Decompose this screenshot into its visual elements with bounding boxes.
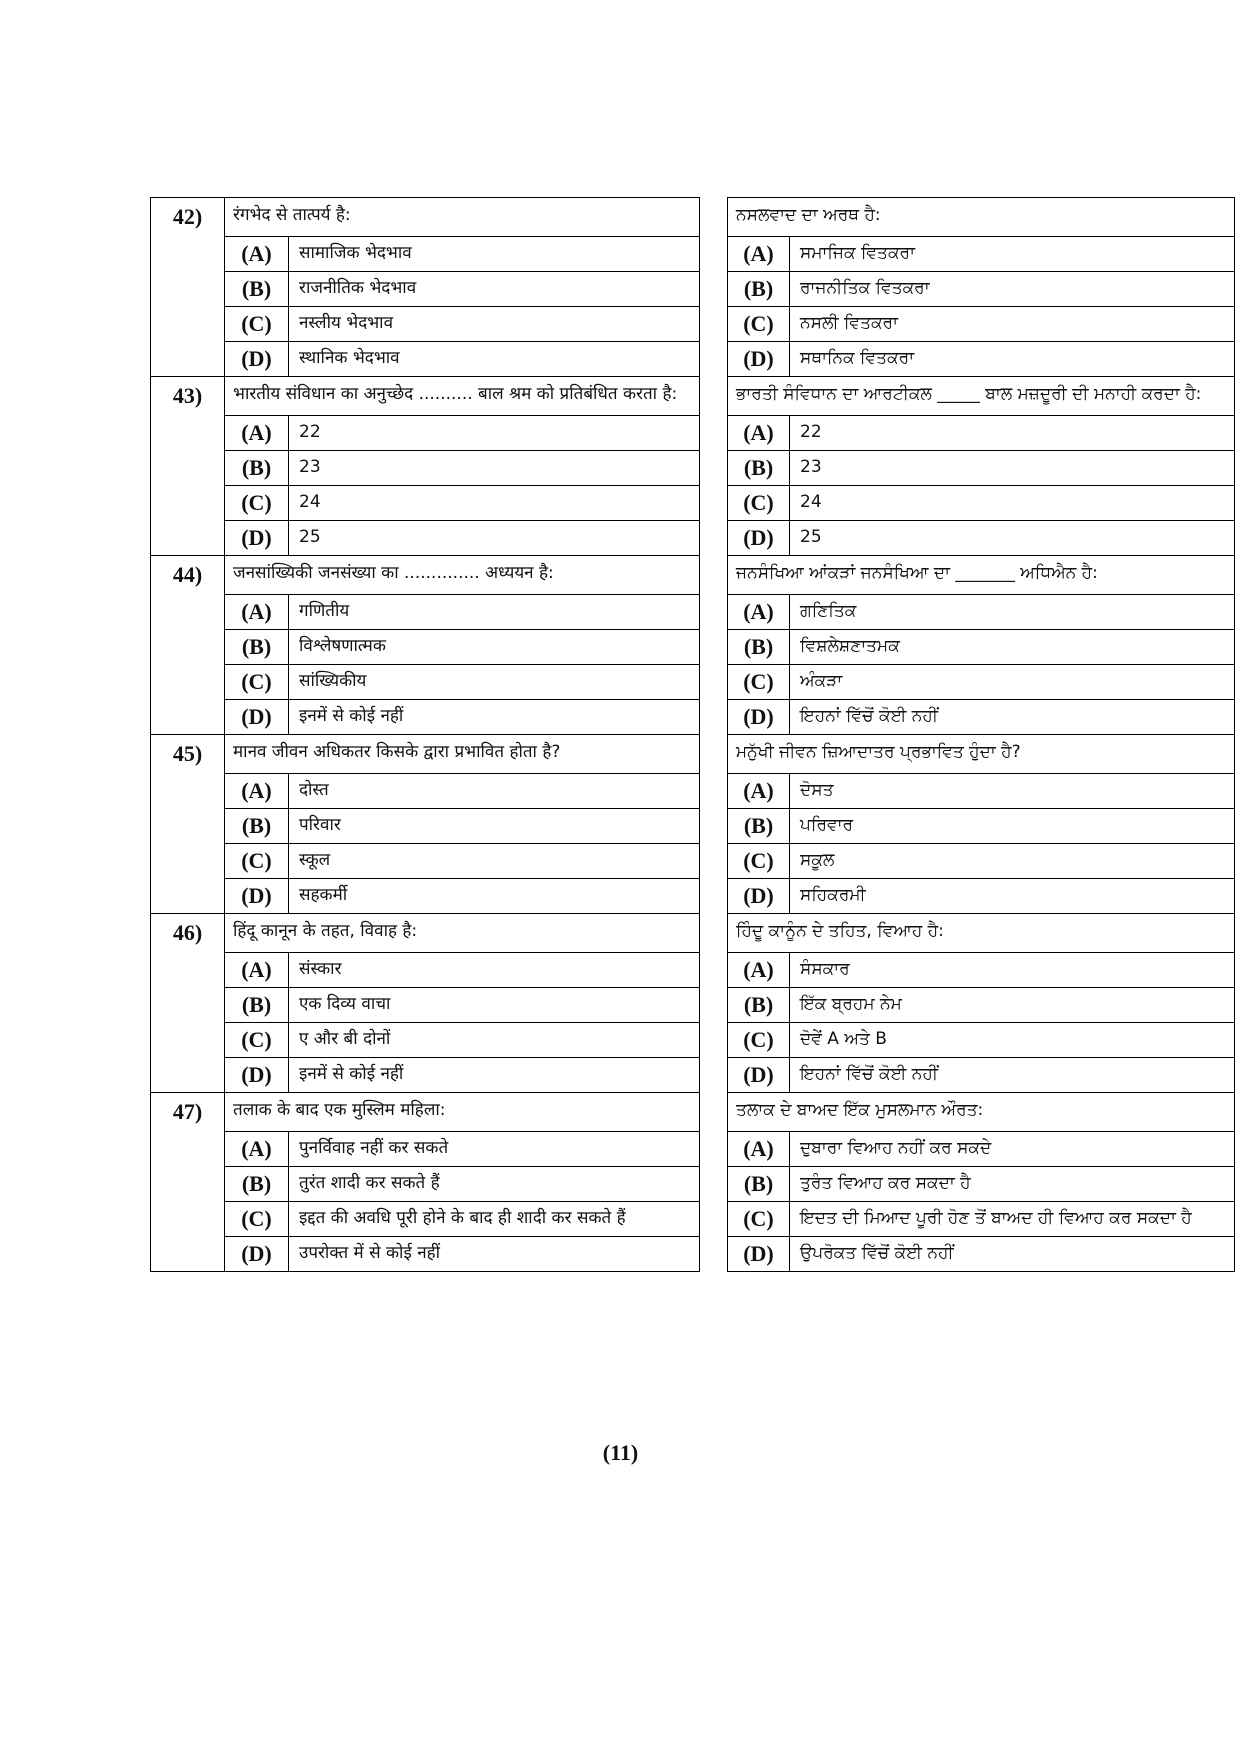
column-gap [700, 1093, 728, 1272]
option-row [151, 272, 1235, 307]
option-text-hindi: स्कूल [289, 844, 700, 879]
option-label: (A) [728, 595, 790, 630]
option-text-punjabi: ਦੁਬਾਰਾ ਵਿਆਹ ਨਹੀਂ ਕਰ ਸਕਦੇ [790, 1132, 1235, 1167]
question-row [151, 1093, 1235, 1132]
option-label: (A) [728, 1132, 790, 1167]
question-text-hindi: भारतीय संविधान का अनुच्छेद .......... बाल श्रम को प्रतिबंधित करता है: [225, 377, 700, 416]
question-number: 42) [151, 198, 225, 377]
option-text-hindi: 24 [289, 486, 700, 521]
option-text-punjabi: ਦੋਸਤ [790, 774, 1235, 809]
option-row [151, 1237, 1235, 1272]
option-row [151, 953, 1235, 988]
option-row [151, 1132, 1235, 1167]
option-text-punjabi: ਇੱਕ ਬ੍ਰਹਮ ਨੇਮ [790, 988, 1235, 1023]
option-label: (C) [728, 307, 790, 342]
option-text-punjabi: ਇਹਨਾਂ ਵਿੱਚੋਂ ਕੋਈ ਨਹੀਂ [790, 1058, 1235, 1093]
option-row [151, 1202, 1235, 1237]
option-label: (D) [225, 342, 289, 377]
option-text-punjabi: ਅੰਕੜਾ [790, 665, 1235, 700]
question-text-hindi: हिंदू कानून के तहत, विवाह है: [225, 914, 700, 953]
option-label: (A) [728, 416, 790, 451]
column-gap [700, 735, 728, 914]
question-text-hindi: रंगभेद से तात्पर्य है: [225, 198, 700, 237]
option-text-punjabi: ਸੰਸਕਾਰ [790, 953, 1235, 988]
option-label: (A) [225, 416, 289, 451]
question-number: 45) [151, 735, 225, 914]
option-text-punjabi: ਵਿਸ਼ਲੇਸ਼ਣਾਤਮਕ [790, 630, 1235, 665]
option-text-punjabi: ਸਹਿਕਰਮੀ [790, 879, 1235, 914]
option-label: (B) [225, 630, 289, 665]
option-row [151, 237, 1235, 272]
option-text-punjabi: ਸਥਾਨਿਕ ਵਿਤਕਰਾ [790, 342, 1235, 377]
question-row [151, 556, 1235, 595]
option-label: (B) [728, 988, 790, 1023]
option-label: (C) [225, 307, 289, 342]
option-row [151, 879, 1235, 914]
question-row [151, 735, 1235, 774]
option-label: (B) [728, 272, 790, 307]
option-row [151, 307, 1235, 342]
option-row [151, 521, 1235, 556]
option-label: (A) [728, 953, 790, 988]
option-label: (B) [225, 451, 289, 486]
question-table [150, 197, 1235, 1272]
option-label: (B) [728, 1167, 790, 1202]
question-text-hindi: मानव जीवन अधिकतर किसके द्वारा प्रभावित होता है? [225, 735, 700, 774]
option-label: (D) [728, 700, 790, 735]
option-row [151, 844, 1235, 879]
option-row [151, 630, 1235, 665]
option-text-hindi: उपरोक्त में से कोई नहीं [289, 1237, 700, 1272]
question-text-punjabi: ਨਸਲਵਾਦ ਦਾ ਅਰਥ ਹੈ: [728, 198, 1235, 237]
option-text-punjabi: ਉਪਰੋਕਤ ਵਿੱਚੋਂ ਕੋਈ ਨਹੀਂ [790, 1237, 1235, 1272]
option-label: (A) [728, 237, 790, 272]
option-text-punjabi: ਤੁਰੰਤ ਵਿਆਹ ਕਰ ਸਕਦਾ ਹੈ [790, 1167, 1235, 1202]
option-text-punjabi: ਇਹਨਾਂ ਵਿੱਚੋਂ ਕੋਈ ਨਹੀਂ [790, 700, 1235, 735]
option-text-hindi: दोस्त [289, 774, 700, 809]
option-text-hindi: सांख्यिकीय [289, 665, 700, 700]
question-number: 43) [151, 377, 225, 556]
option-text-hindi: ए और बी दोनों [289, 1023, 700, 1058]
option-text-punjabi: ਇਦਤ ਦੀ ਮਿਆਦ ਪੂਰੀ ਹੋਣ ਤੋਂ ਬਾਅਦ ਹੀ ਵਿਆਹ ਕਰ ਸਕਦਾ ਹੈ [790, 1202, 1235, 1237]
option-text-hindi: एक दिव्य वाचा [289, 988, 700, 1023]
option-row [151, 665, 1235, 700]
option-label: (A) [225, 953, 289, 988]
option-text-hindi: स्थानिक भेदभाव [289, 342, 700, 377]
option-text-hindi: नस्लीय भेदभाव [289, 307, 700, 342]
option-label: (C) [225, 844, 289, 879]
option-label: (C) [728, 486, 790, 521]
option-label: (A) [728, 774, 790, 809]
option-text-hindi: सामाजिक भेदभाव [289, 237, 700, 272]
page-number: (11) [602, 1440, 639, 1465]
option-label: (C) [225, 1023, 289, 1058]
option-text-punjabi: 23 [790, 451, 1235, 486]
option-text-hindi: गणितीय [289, 595, 700, 630]
option-label: (A) [225, 1132, 289, 1167]
option-label: (C) [728, 1202, 790, 1237]
option-text-hindi: 23 [289, 451, 700, 486]
option-label: (C) [225, 665, 289, 700]
option-label: (B) [225, 1167, 289, 1202]
question-number: 46) [151, 914, 225, 1093]
option-label: (D) [728, 879, 790, 914]
option-text-hindi: इद्दत की अवधि पूरी होने के बाद ही शादी कर सकते हैं [289, 1202, 700, 1237]
option-row [151, 451, 1235, 486]
option-text-hindi: सहकर्मी [289, 879, 700, 914]
option-text-punjabi: ਸਮਾਜਿਕ ਵਿਤਕਰਾ [790, 237, 1235, 272]
question-text-hindi: तलाक के बाद एक मुस्लिम महिला: [225, 1093, 700, 1132]
option-label: (D) [728, 342, 790, 377]
option-label: (B) [728, 809, 790, 844]
option-row [151, 774, 1235, 809]
option-label: (B) [728, 451, 790, 486]
option-row [151, 1058, 1235, 1093]
option-text-hindi: 25 [289, 521, 700, 556]
option-label: (B) [728, 630, 790, 665]
option-label: (D) [225, 1237, 289, 1272]
option-label: (D) [728, 521, 790, 556]
option-text-punjabi: ਪਰਿਵਾਰ [790, 809, 1235, 844]
option-text-punjabi: 24 [790, 486, 1235, 521]
question-text-hindi: जनसांख्यिकी जनसंख्या का .............. अध्ययन है: [225, 556, 700, 595]
option-text-punjabi: ਨਸਲੀ ਵਿਤਕਰਾ [790, 307, 1235, 342]
option-row [151, 700, 1235, 735]
option-row [151, 486, 1235, 521]
option-label: (C) [225, 1202, 289, 1237]
option-text-hindi: तुरंत शादी कर सकते हैं [289, 1167, 700, 1202]
option-label: (B) [225, 988, 289, 1023]
option-text-punjabi: ਸਕੂਲ [790, 844, 1235, 879]
question-text-punjabi: ਭਾਰਤੀ ਸੰਵਿਧਾਨ ਦਾ ਆਰਟੀਕਲ _____ ਬਾਲ ਮਜ਼ਦੂਰੀ ਦੀ ਮਨਾਹੀ ਕਰਦਾ ਹੈ: [728, 377, 1235, 416]
question-number: 47) [151, 1093, 225, 1272]
option-label: (A) [225, 595, 289, 630]
option-row [151, 595, 1235, 630]
option-text-punjabi: ਰਾਜਨੀਤਿਕ ਵਿਤਕਰਾ [790, 272, 1235, 307]
option-label: (C) [728, 665, 790, 700]
column-gap [700, 556, 728, 735]
option-text-hindi: पुनर्विवाह नहीं कर सकते [289, 1132, 700, 1167]
option-text-hindi: इनमें से कोई नहीं [289, 1058, 700, 1093]
option-text-hindi: राजनीतिक भेदभाव [289, 272, 700, 307]
option-text-punjabi: ਗਣਿਤਿਕ [790, 595, 1235, 630]
option-label: (C) [225, 486, 289, 521]
option-row [151, 988, 1235, 1023]
option-label: (B) [225, 272, 289, 307]
option-label: (B) [225, 809, 289, 844]
column-gap [700, 377, 728, 556]
column-gap [700, 914, 728, 1093]
question-text-punjabi: ਮਨੁੱਖੀ ਜੀਵਨ ਜ਼ਿਆਦਾਤਰ ਪ੍ਰਭਾਵਿਤ ਹੁੰਦਾ ਹੈ? [728, 735, 1235, 774]
option-text-hindi: विश्लेषणात्मक [289, 630, 700, 665]
question-row [151, 377, 1235, 416]
option-label: (C) [728, 844, 790, 879]
option-text-punjabi: 22 [790, 416, 1235, 451]
column-gap [700, 198, 728, 377]
question-list [151, 198, 1235, 1272]
question-number: 44) [151, 556, 225, 735]
option-row [151, 809, 1235, 844]
option-label: (D) [225, 1058, 289, 1093]
option-label: (D) [225, 521, 289, 556]
option-label: (A) [225, 774, 289, 809]
option-row [151, 1023, 1235, 1058]
option-row [151, 1167, 1235, 1202]
question-text-punjabi: ਹਿੰਦੂ ਕਾਨੂੰਨ ਦੇ ਤਹਿਤ, ਵਿਆਹ ਹੈ: [728, 914, 1235, 953]
question-text-punjabi: ਜਨਸੰਖਿਆ ਆਂਕੜਾਂ ਜਨਸੰਖਿਆ ਦਾ _______ ਅਧਿਐਨ ਹੈ: [728, 556, 1235, 595]
option-label: (D) [225, 700, 289, 735]
option-text-hindi: संस्कार [289, 953, 700, 988]
option-label: (C) [728, 1023, 790, 1058]
option-text-hindi: 22 [289, 416, 700, 451]
question-text-punjabi: ਤਲਾਕ ਦੇ ਬਾਅਦ ਇੱਕ ਮੁਸਲਮਾਨ ਔਰਤ: [728, 1093, 1235, 1132]
option-text-hindi: इनमें से कोई नहीं [289, 700, 700, 735]
option-row [151, 416, 1235, 451]
option-label: (D) [728, 1237, 790, 1272]
option-row [151, 342, 1235, 377]
option-text-punjabi: 25 [790, 521, 1235, 556]
option-label: (D) [225, 879, 289, 914]
option-text-hindi: परिवार [289, 809, 700, 844]
option-label: (A) [225, 237, 289, 272]
question-row [151, 198, 1235, 237]
option-text-punjabi: ਦੋਵੇਂ A ਅਤੇ B [790, 1023, 1235, 1058]
question-row [151, 914, 1235, 953]
option-label: (D) [728, 1058, 790, 1093]
